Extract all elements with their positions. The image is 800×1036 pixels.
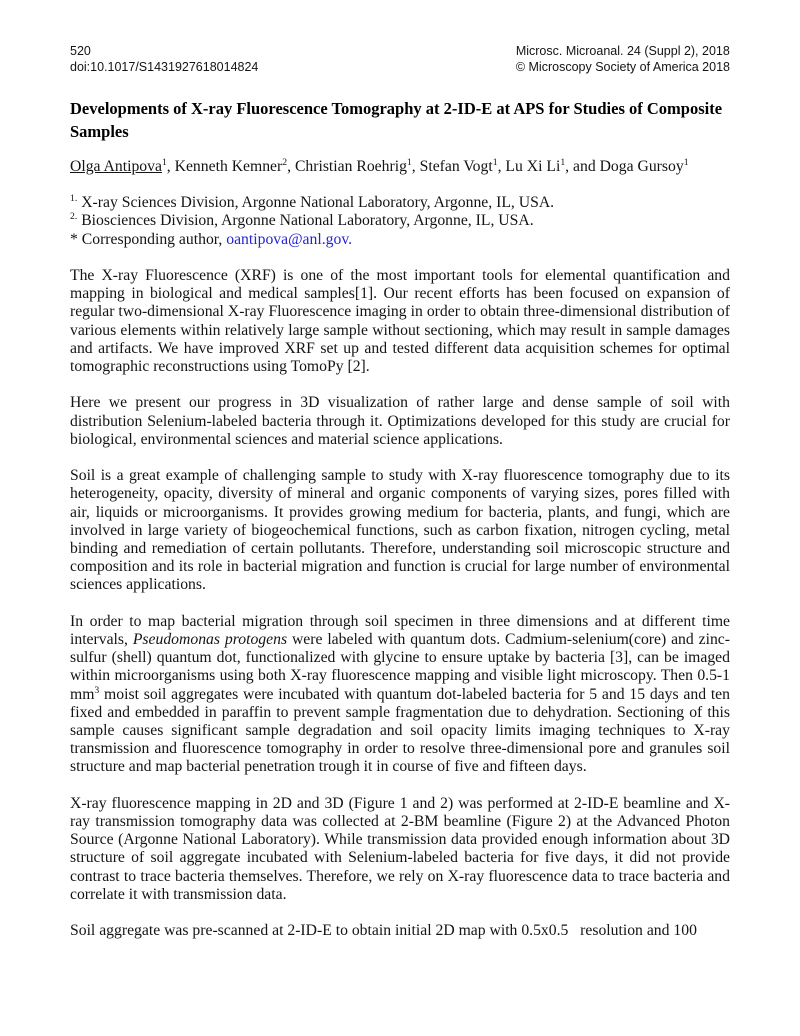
author-name: Kenneth Kemner	[174, 158, 283, 175]
paragraph-soil-challenge: Soil is a great example of challenging sample to study with X-ray fluorescence tomography due to its heterogeneity, opacity, diversity of mineral and organic components of varying sizes, pores filled with air, liquids or microorganisms. It provides growing medium for bacteria, plants, and fungi, which are involved in large variety of biogeochemical functions, such as carbon fixation, nitrogen cycling, metal binding and remediation of certain pollutants. Therefore, understanding soil microscopic structure and composition and its role in bacterial migration and function is crucial for large number of environmental sciences applications.	[70, 467, 730, 594]
header-right	[516, 44, 730, 75]
author-separator: ,	[411, 158, 420, 175]
affiliation-line	[70, 194, 730, 212]
paper-title: Developments of X-ray Fluorescence Tomography at 2-ID-E at APS for Studies of Composite Samples	[70, 99, 723, 141]
author-affiliation-mark: 1	[560, 156, 566, 168]
paragraph-bacteria-labeling	[70, 613, 730, 777]
copyright-notice: © Microscopy Society of America 2018	[515, 59, 730, 74]
run-text: moist soil aggregates were incubated with quantum dot-labeled bacteria for 5 and 15 days and ten fixed and embedded in paraffin to prevent sample fragmentation due to dehydration. Sectioning of this sample causes significant sample degradation and soil opacity limits imaging techniques to X-ray transmission and fluorescence tomography in order to resolve three-dimensional pore and granules soil structure and map bacterial penetration trough it in course of five and fifteen days.	[70, 685, 730, 776]
cubed-superscript: 3	[94, 684, 100, 696]
author-affiliation-mark: 1	[492, 156, 498, 168]
journal-citation: Microsc. Microanal. 24 (Suppl 2), 2018	[515, 44, 730, 58]
author-affiliation-mark: 2	[282, 156, 288, 168]
journal-header	[70, 44, 730, 75]
run-text: were labeled with quantum dots. Cadmium-selenium(core) and zinc-sulfur (shell) quantum dot, functionalized with glycine to ensure uptake by bacteria [3], can be imaged within microorganisms using both X-ray fluorescence mapping and visible light microscopy. Then 0.5-1 mm	[70, 631, 730, 703]
author-name: Olga Antipova	[70, 158, 162, 175]
correspondence-prefix: * Corresponding author,	[70, 230, 227, 248]
paragraph-prescan: Soil aggregate was pre-scanned at 2-ID-E to obtain initial 2D map with 0.5x0.5 resolution and 100	[70, 922, 697, 940]
page-number: 520	[70, 44, 91, 58]
author-separator: , and	[565, 158, 600, 175]
paragraph-progress-3d: Here we present our progress in 3D visualization of rather large and dense sample of soil with distribution Selenium-labeled bacteria through it. Optimizations developed for this study are crucial for biological, environmental sciences and material science applications.	[70, 394, 730, 448]
author-affiliation-mark: 1	[161, 156, 167, 168]
author-separator: ,	[166, 158, 175, 175]
author-name: Christian Roehrig	[294, 158, 407, 175]
affiliations-block	[70, 194, 730, 249]
affiliation-text: Biosciences Division, Argonne National Laboratory, Argonne, IL, USA.	[77, 212, 534, 230]
author-affiliation-mark: 1	[683, 156, 689, 168]
paragraph-intro-xrf: The X-ray Fluorescence (XRF) is one of the most important tools for elemental quantification and mapping in biological and medical samples[1]. Our recent efforts has been focused on expansion of regular two-dimensional X-ray Fluorescence imaging in order to obtain three-dimensional distribution of various elements within relatively large sample without sectioning, which may result in sample damages and artifacts. We have improved XRF set up and tested different data acquisition schemes for optimal tomographic reconstructions using TomoPy [2].	[70, 267, 730, 376]
affiliation-text: X-ray Sciences Division, Argonne National Laboratory, Argonne, IL, USA.	[77, 194, 555, 212]
author-separator: ,	[287, 158, 295, 175]
author-line	[70, 158, 730, 176]
species-name-italic: Pseudomonas protogens	[132, 631, 288, 649]
affiliation-line	[70, 212, 730, 230]
header-left	[70, 44, 258, 75]
author-name: Stefan Vogt	[419, 158, 493, 175]
author-affiliation-mark: 1	[406, 156, 412, 168]
run-text: In order to map bacterial migration through soil specimen in three dimensions and at different time intervals,	[70, 612, 730, 649]
author-name: Lu Xi Li	[505, 158, 561, 175]
correspondence-line	[70, 231, 730, 249]
author-separator: ,	[497, 158, 506, 175]
email-link[interactable]: oantipova@anl.gov.	[226, 230, 353, 248]
doi: doi:10.1017/S1431927618014824	[70, 59, 259, 74]
affiliation-marker: 1.	[70, 192, 78, 204]
paragraph-beamlines: X-ray fluorescence mapping in 2D and 3D (Figure 1 and 2) was performed at 2-ID-E beamline and X-ray transmission tomography data was collected at 2-BM beamline (Figure 2) at the Advanced Photon Source (Argonne National Laboratory). While transmission data provided enough information about 3D structure of soil aggregate incubated with Selenium-labeled bacteria for five days, it did not provide contrast to trace bacteria themselves. Therefore, we rely on X-ray fluorescence data to trace bacteria and correlate it with transmission data.	[70, 794, 730, 903]
author-name: Doga Gursoy	[599, 158, 684, 175]
affiliation-marker: 2.	[70, 211, 78, 223]
